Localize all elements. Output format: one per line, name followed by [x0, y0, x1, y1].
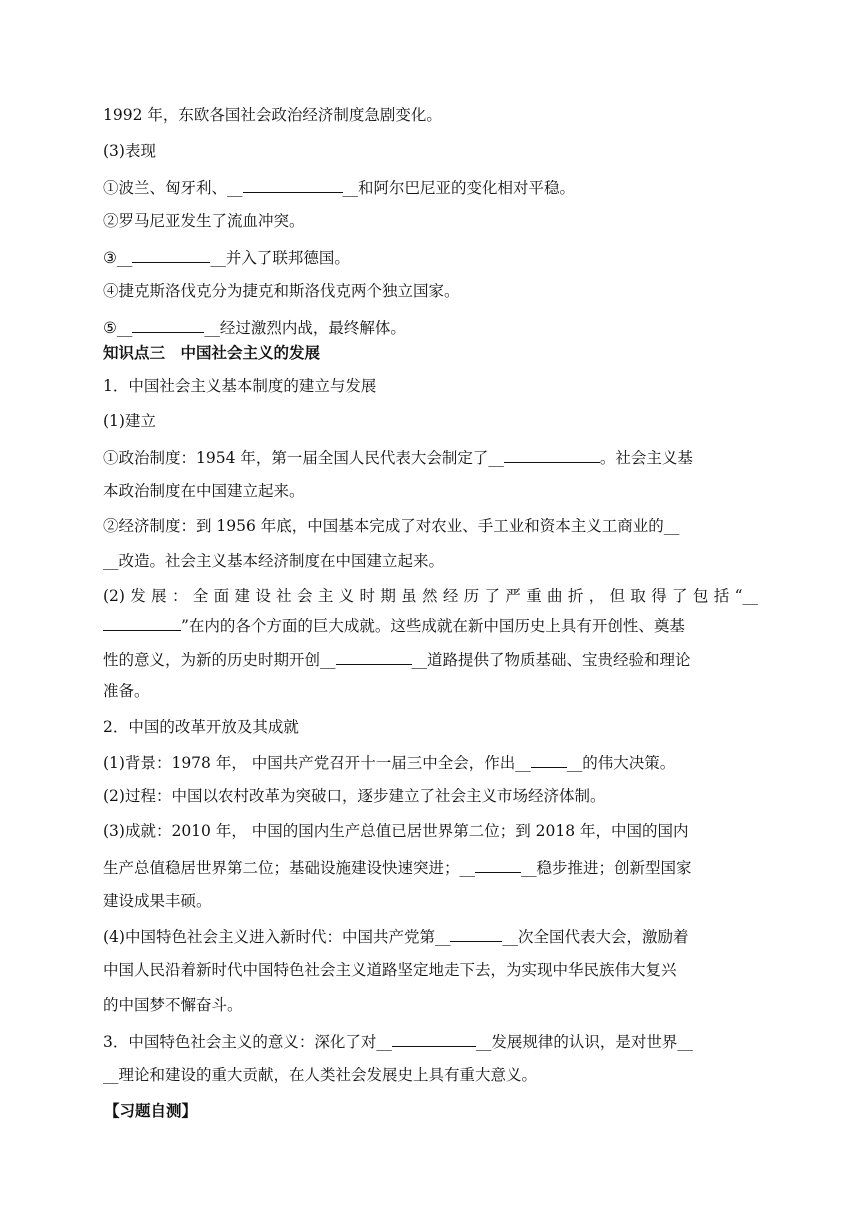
underscore-pad: __	[488, 449, 504, 467]
text: 。社会主义基	[599, 449, 693, 467]
text: 改造。社会主义基本经济制度在中国建立起来。	[118, 552, 445, 570]
fill-in-blank[interactable]	[243, 176, 343, 193]
underscore-pad: __	[434, 928, 451, 946]
paragraph-line	[103, 1030, 758, 1052]
text: ②经济制度：到 1956 年底，中国基本完成了对农业、手工业和资本主义工商业的	[103, 517, 664, 535]
underscore-pad: __	[411, 651, 428, 669]
text: 的伟大决策。	[582, 754, 676, 772]
text: 道路提供了物质基础、宝贵经验和理论	[427, 651, 691, 669]
fill-in-blank[interactable]	[531, 751, 567, 768]
underscore-pad: __	[116, 319, 133, 337]
text: 的中国梦不懈奋斗。	[103, 996, 243, 1014]
paragraph-line	[103, 925, 758, 947]
fill-in-blank[interactable]	[336, 648, 412, 665]
section-heading	[103, 343, 758, 363]
underscore-pad: __	[342, 179, 359, 197]
text: 性的意义，为新的历史时期开创	[103, 651, 321, 669]
text: (4)中国特色社会主义进入新时代：中国共产党第	[103, 928, 435, 946]
paragraph-line	[103, 960, 758, 980]
text: 次全国代表大会，激励着	[517, 928, 689, 946]
paragraph-line	[103, 891, 758, 911]
paragraph-line	[103, 316, 758, 338]
text: 3．中国特色社会主义的意义：深化了对	[103, 1033, 377, 1051]
text: 2．中国的改革开放及其成就	[103, 718, 299, 736]
paragraph-line	[103, 586, 758, 606]
fill-in-blank[interactable]	[132, 316, 204, 333]
text: ④捷克斯洛伐克分为捷克和斯洛伐克两个独立国家。	[103, 282, 460, 300]
underscore-pad: __	[515, 754, 531, 772]
exercise-heading	[104, 1101, 759, 1121]
item-heading	[103, 376, 758, 396]
paragraph-line	[103, 105, 758, 125]
underscore-pad: __	[227, 179, 243, 197]
text: 发展规律的认识，是对世界	[491, 1033, 678, 1051]
text: (1)建立	[103, 412, 156, 430]
text: 1．中国社会主义基本制度的建立与发展	[103, 377, 377, 395]
paragraph-line	[103, 614, 758, 636]
underscore-pad: __	[116, 249, 133, 267]
paragraph-line	[103, 211, 758, 231]
underscore-pad: __	[663, 517, 680, 535]
underscore-pad: __	[521, 859, 537, 877]
paragraph-line	[103, 176, 758, 198]
paragraph-line	[103, 995, 758, 1015]
fill-in-blank[interactable]	[475, 856, 521, 873]
paragraph-line	[103, 481, 758, 501]
text: 准备。	[103, 682, 150, 700]
paragraph-line	[103, 281, 758, 301]
text: 建设成果丰硕。	[103, 892, 212, 910]
text: 和阿尔巴尼亚的变化相对平稳。	[358, 179, 576, 197]
paragraph-line	[103, 446, 758, 468]
text: (2)发展：全面建设社会主义时期虽然经历了严重曲折，但取得了包括“	[103, 587, 743, 605]
text: 稳步推进；创新型国家	[536, 859, 692, 877]
paragraph-line	[103, 681, 758, 701]
text: ②罗马尼亚发生了流血冲突。	[103, 212, 305, 230]
paragraph-line	[103, 516, 758, 536]
underscore-pad: __	[566, 754, 583, 772]
fill-in-blank[interactable]	[132, 246, 210, 263]
text: ①波兰、匈牙利、	[103, 179, 228, 197]
text: (3)成就：2010 年， 中国的国内生产总值已居世界第二位；到 2018 年，中国的国内	[103, 822, 689, 840]
fill-in-blank[interactable]	[504, 446, 600, 463]
underscore-pad: __	[204, 319, 220, 337]
text: 经过激烈内战，最终解体。	[219, 319, 406, 337]
text: ③	[103, 249, 117, 267]
item-heading	[103, 717, 758, 737]
underscore-pad: __	[677, 1033, 693, 1051]
text: ⑤	[103, 319, 117, 337]
text: (2)过程：中国以农村改革为突破口，逐步建立了社会主义市场经济体制。	[103, 787, 606, 805]
paragraph-line	[103, 246, 758, 268]
fill-in-blank[interactable]	[392, 1030, 476, 1047]
underscore-pad: __	[103, 552, 119, 570]
underscore-pad: __	[502, 928, 518, 946]
paragraph-line	[103, 856, 758, 878]
text: ”在内的各个方面的巨大成就。这些成就在新中国历史上具有开创性、奠基	[181, 617, 685, 635]
text: (3)表现	[103, 142, 156, 160]
text: 本政治制度在中国建立起来。	[103, 482, 305, 500]
paragraph-line	[103, 1065, 758, 1085]
underscore-pad: __	[742, 587, 758, 605]
subheading	[103, 141, 758, 161]
paragraph-line	[103, 751, 758, 773]
underscore-pad: __	[475, 1033, 492, 1051]
text: ①政治制度：1954 年，第一届全国人民代表大会制定了	[103, 449, 489, 467]
text: 1992 年，东欧各国社会政治经济制度急剧变化。	[103, 106, 442, 124]
paragraph-line	[103, 786, 758, 806]
underscore-pad: __	[320, 651, 336, 669]
fill-in-blank[interactable]	[103, 614, 181, 631]
underscore-pad: __	[210, 249, 226, 267]
heading-text: 【习题自测】	[104, 1102, 198, 1120]
text: 中国人民沿着新时代中国特色社会主义道路坚定地走下去，为实现中华民族伟大复兴	[103, 961, 677, 979]
heading-text: 知识点三 中国社会主义的发展	[103, 344, 321, 362]
fill-in-blank[interactable]	[450, 925, 502, 942]
paragraph-line	[103, 821, 758, 841]
subheading	[103, 411, 758, 431]
paragraph-line	[103, 648, 758, 670]
text: 生产总值稳居世界第二位；基础设施建设快速突进；	[103, 859, 460, 877]
text: 并入了联邦德国。	[225, 249, 350, 267]
text: 理论和建设的重大贡献，在人类社会发展史上具有重大意义。	[118, 1066, 538, 1084]
underscore-pad: __	[459, 859, 476, 877]
text: (1)背景：1978 年， 中国共产党召开十一届三中全会，作出	[103, 754, 516, 772]
underscore-pad: __	[376, 1033, 392, 1051]
underscore-pad: __	[103, 1066, 119, 1084]
paragraph-line	[103, 551, 758, 571]
